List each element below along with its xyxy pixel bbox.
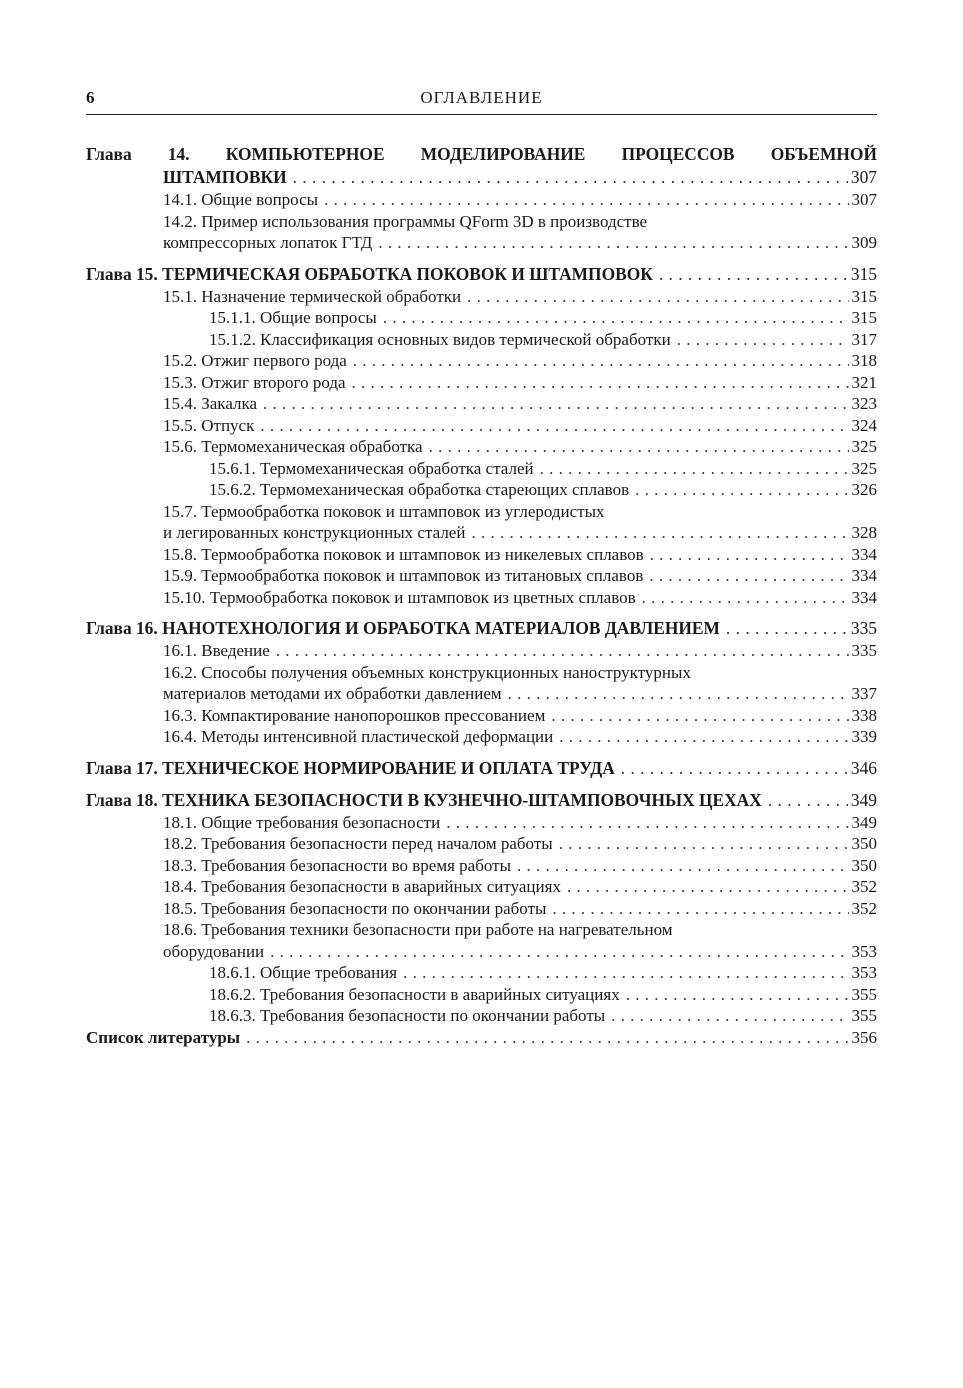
dot-leader <box>517 855 848 877</box>
dot-leader <box>559 833 849 855</box>
toc-entry-continuation[interactable] <box>86 232 877 254</box>
page-ref: 335 <box>850 618 877 638</box>
subsection-title: 15.1.2. Классификация основных видов термической обработки <box>209 329 671 349</box>
section-title: 18.4. Требования безопасности в аварийных ситуациях <box>163 877 561 896</box>
toc-entry[interactable] <box>86 189 877 211</box>
dot-leader <box>263 393 848 415</box>
chapter-title: ТЕХНИКА БЕЗОПАСНОСТИ В КУЗНЕЧНО-ШТАМПОВОЧНЫХ ЦЕХАХ <box>162 789 762 810</box>
page-ref: 352 <box>851 877 877 896</box>
page-ref: 335 <box>851 641 877 660</box>
page-ref: 334 <box>851 566 877 585</box>
dot-leader <box>324 189 848 211</box>
section-title: 15.7. Термообработка поковок и штамповок из углеродистых <box>163 501 605 521</box>
section-title: 15.9. Термообработка поковок и штамповок из титановых сплавов <box>163 566 644 585</box>
toc-entry[interactable] <box>86 458 877 480</box>
toc-chapter-16 <box>86 617 877 748</box>
page-ref: 325 <box>851 437 877 456</box>
toc-entry[interactable] <box>86 962 877 984</box>
page-ref: 334 <box>851 544 877 564</box>
dot-leader <box>293 166 848 189</box>
dot-leader <box>677 329 849 351</box>
dot-leader <box>611 1005 848 1027</box>
dot-leader <box>650 544 849 566</box>
toc-entry[interactable] <box>86 372 877 394</box>
toc-entry[interactable] <box>86 479 877 501</box>
dot-leader <box>429 436 849 458</box>
running-title: ОГЛАВЛЕНИЕ <box>420 88 543 107</box>
toc-entry[interactable] <box>86 329 877 351</box>
section-title: 18.6. Требования техники безопасности при работе на нагревательном <box>163 920 673 939</box>
page-ref: 355 <box>851 984 877 1004</box>
page-ref: 350 <box>851 834 877 853</box>
dot-leader <box>467 286 848 308</box>
page-ref: 353 <box>851 941 877 961</box>
dot-leader <box>508 683 849 705</box>
dot-leader <box>471 522 848 544</box>
page-ref: 350 <box>851 855 877 875</box>
toc-entry[interactable] <box>86 617 877 640</box>
section-title: 14.2. Пример использования программы QForm 3D в производстве <box>163 211 648 231</box>
chapter-title: ТЕХНИЧЕСКОЕ НОРМИРОВАНИЕ И ОПЛАТА ТРУДА <box>162 757 615 778</box>
toc-entry[interactable] <box>86 1005 877 1027</box>
toc-entry[interactable] <box>86 705 877 727</box>
toc-entry[interactable] <box>86 286 877 308</box>
toc-entry[interactable] <box>86 833 877 855</box>
toc-entry[interactable] <box>86 436 877 458</box>
section-title: оборудовании <box>163 941 265 961</box>
page-ref: 326 <box>851 480 877 499</box>
chapter-title: КОМПЬЮТЕРНОЕ МОДЕЛИРОВАНИЕ ПРОЦЕССОВ ОБЪЕМНОЙ <box>225 144 877 164</box>
toc-entry[interactable] <box>86 726 877 748</box>
dot-leader <box>260 415 848 437</box>
chapter-title: ШТАМПОВКИ <box>163 167 287 187</box>
dot-leader <box>768 789 848 812</box>
subsection-title: 15.6.1. Термомеханическая обработка сталей <box>209 458 534 478</box>
section-title: и легированных конструкционных сталей <box>163 523 466 542</box>
chapter-label: Глава 16. <box>86 618 158 638</box>
chapter-label: Глава 18. <box>86 789 158 810</box>
dot-leader <box>383 307 849 329</box>
page-ref: 317 <box>851 329 877 349</box>
toc-entry[interactable] <box>86 876 877 898</box>
dot-leader <box>642 587 849 609</box>
toc-entry[interactable] <box>86 919 877 941</box>
dot-leader <box>246 1027 848 1049</box>
toc-entry[interactable] <box>86 757 877 780</box>
page-ref: 356 <box>851 1027 877 1047</box>
subsection-title: 15.6.2. Термомеханическая обработка стареющих сплавов <box>209 480 630 499</box>
section-title: 16.1. Введение <box>163 641 270 660</box>
subsection-title: 18.6.3. Требования безопасности по окончании работы <box>209 1006 606 1025</box>
section-title: 15.1. Назначение термической обработки <box>163 286 462 306</box>
page-ref: 318 <box>851 351 877 370</box>
dot-leader <box>446 812 848 834</box>
dot-leader <box>649 565 848 587</box>
page-ref: 328 <box>851 523 877 542</box>
toc-entry[interactable] <box>86 307 877 329</box>
toc-chapter-18 <box>86 789 877 1049</box>
toc-entry[interactable] <box>86 984 877 1006</box>
toc-entry-continuation[interactable] <box>86 522 877 544</box>
section-title: 18.1. Общие требования безопасности <box>163 812 441 832</box>
section-title: 15.10. Термообработка поковок и штамповок из цветных сплавов <box>163 587 636 607</box>
chapter-title: НАНОТЕХНОЛОГИЯ И ОБРАБОТКА МАТЕРИАЛОВ ДАВЛЕНИЕМ <box>162 618 720 638</box>
dot-leader <box>353 350 849 372</box>
page-ref: 324 <box>851 415 877 435</box>
toc-entry[interactable] <box>86 393 877 415</box>
section-title: 16.3. Компактирование нанопорошков прессованием <box>163 705 546 725</box>
toc-entry[interactable] <box>86 415 877 437</box>
page-ref: 334 <box>851 587 877 607</box>
page-ref: 346 <box>850 757 877 778</box>
toc-entry[interactable] <box>86 350 877 372</box>
bibliography-title: Список литературы <box>86 1027 241 1047</box>
toc-entry[interactable] <box>86 587 877 609</box>
section-title: 15.2. Отжиг первого рода <box>163 351 347 370</box>
dot-leader <box>551 705 848 727</box>
dot-leader <box>659 263 848 286</box>
chapter-title: ТЕРМИЧЕСКАЯ ОБРАБОТКА ПОКОВОК И ШТАМПОВОК <box>162 263 653 284</box>
page-ref: 325 <box>851 458 877 478</box>
table-of-contents <box>86 143 877 1048</box>
toc-chapter-15 <box>86 263 877 609</box>
toc-entry[interactable] <box>86 565 877 587</box>
section-title: 18.5. Требования безопасности по окончании работы <box>163 898 547 918</box>
section-title: 15.8. Термообработка поковок и штамповок из никелевых сплавов <box>163 544 644 564</box>
page-ref: 315 <box>851 286 877 306</box>
section-title: 15.4. Закалка <box>163 394 258 413</box>
section-title: 15.3. Отжиг второго рода <box>163 372 346 392</box>
page-ref: 315 <box>850 263 877 284</box>
page-ref: 309 <box>851 233 877 252</box>
toc-entry[interactable] <box>86 812 877 834</box>
page-header <box>86 88 877 115</box>
toc-entry[interactable] <box>86 898 877 920</box>
section-title: 18.2. Требования безопасности перед началом работы <box>163 834 553 853</box>
page-ref: 323 <box>851 394 877 413</box>
section-title: 14.1. Общие вопросы <box>163 190 319 209</box>
toc-entry[interactable] <box>86 855 877 877</box>
subsection-title: 18.6.1. Общие требования <box>209 963 398 982</box>
page-ref: 338 <box>851 705 877 725</box>
chapter-label: Глава 15. <box>86 263 158 284</box>
section-title: 16.2. Способы получения объемных конструкционных наноструктурных <box>163 662 691 682</box>
subsection-title: 18.6.2. Требования безопасности в аварийных ситуациях <box>209 984 620 1004</box>
section-title: 15.5. Отпуск <box>163 415 255 435</box>
toc-entry[interactable] <box>86 501 877 523</box>
dot-leader <box>559 726 848 748</box>
dot-leader <box>378 232 848 254</box>
chapter-label: Глава 17. <box>86 757 158 778</box>
dot-leader <box>276 640 849 662</box>
toc-entry[interactable] <box>86 662 877 684</box>
section-title: компрессорных лопаток ГТД <box>163 233 373 252</box>
dot-leader <box>726 617 848 640</box>
section-title: 16.4. Методы интенсивной пластической деформации <box>163 727 554 746</box>
page-ref: 349 <box>851 812 877 832</box>
dot-leader <box>352 372 849 394</box>
dot-leader <box>270 941 848 963</box>
dot-leader <box>635 479 848 501</box>
page-number: 6 <box>86 88 95 107</box>
dot-leader <box>540 458 849 480</box>
section-title: материалов методами их обработки давлением <box>163 684 502 703</box>
toc-entry[interactable] <box>86 211 877 233</box>
page-ref: 307 <box>851 190 877 209</box>
toc-entry[interactable] <box>86 143 877 166</box>
page-ref: 352 <box>851 898 877 918</box>
dot-leader <box>621 757 848 780</box>
section-title: 18.3. Требования безопасности во время работы <box>163 855 512 875</box>
toc-entry[interactable] <box>86 789 877 812</box>
subsection-title: 15.1.1. Общие вопросы <box>209 308 377 327</box>
toc-entry[interactable] <box>86 263 877 286</box>
toc-entry[interactable] <box>86 1027 877 1049</box>
toc-entry-continuation[interactable] <box>86 683 877 705</box>
toc-chapter-14 <box>86 143 877 254</box>
dot-leader <box>626 984 849 1006</box>
toc-entry[interactable] <box>86 640 877 662</box>
toc-entry-continuation[interactable] <box>86 941 877 963</box>
dot-leader <box>567 876 849 898</box>
dot-leader <box>403 962 848 984</box>
page-ref: 355 <box>851 1006 877 1025</box>
dot-leader <box>552 898 848 920</box>
page-ref: 315 <box>851 308 877 327</box>
page-ref: 321 <box>851 372 877 392</box>
page-ref: 349 <box>850 789 877 810</box>
section-title: 15.6. Термомеханическая обработка <box>163 437 423 456</box>
toc-entry[interactable] <box>86 544 877 566</box>
page-ref: 353 <box>851 963 877 982</box>
page-ref: 307 <box>850 167 877 187</box>
toc-chapter-17 <box>86 757 877 780</box>
toc-entry-continuation[interactable] <box>86 166 877 189</box>
page-ref: 337 <box>851 684 877 703</box>
page-ref: 339 <box>851 727 877 746</box>
chapter-label: Глава 14. <box>86 144 190 164</box>
